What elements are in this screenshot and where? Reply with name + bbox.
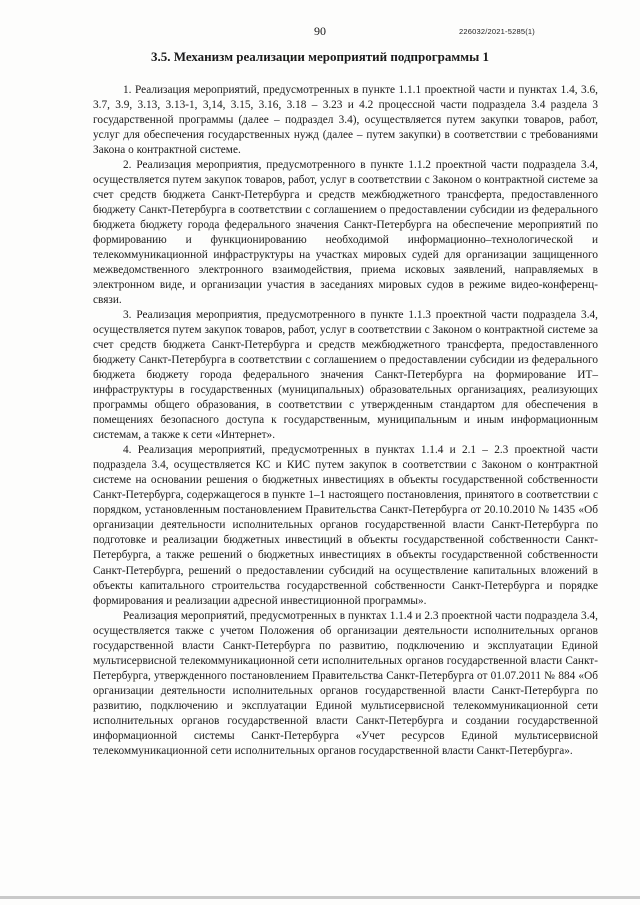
document-code: 226032/2021-5285(1) [459,27,535,36]
paragraph-1: 1. Реализация мероприятий, предусмотренных в пункте 1.1.1 проектной части и пунктах 1.4, 3.6, 3.7, 3.9, 3.13, 3.13-1, 3,14, 3.15, 3.16, 3.18 – 3.23 и 4.2 процессной части подраздела 3.4 раздела 3 государственной программы (далее – подраздел 3.4), осуществляется путем закупки товаров, работ, услуг для обеспечения государственных нужд (далее – путем закупки) в соответствии с требованиями Закона о контрактной системе. [93,84,598,157]
page-number: 90 [314,24,326,38]
paragraph-4: 4. Реализация мероприятий, предусмотренных в пунктах 1.1.4 и 2.1 – 2.3 проектной части подраздела 3.4, осуществляется КС и КИС путем закупок в соответствии с Законом о контрактной системе на основании решения о бюджетных инвестициях в объекты государственной собственности Санкт-Петербурга, содержащегося в пункте 1–1 настоящего постановления, принятого в соответствии с порядком, установленным постановлением Правительства Санкт-Петербурга от 20.10.2010 № 1435 «Об организации деятельности исполнительных органов государственной власти Санкт-Петербурга по подготовке и реализации бюджетных инвестиций в объекты государственной собственности Санкт-Петербурга, а также решений о бюджетных инвестициях в объекты государственной собственности Санкт-Петербурга, решений о предоставлении субсидий на осуществление капитальных вложений в объекты капитального строительства государственной собственности Санкт-Петербурга и порядке формирования и реализации адресной инвестиционной программы». [93,444,598,607]
paragraph-2: 2. Реализация мероприятия, предусмотренного в пункте 1.1.2 проектной части подраздела 3.4, осуществляется путем закупок товаров, работ, услуг в соответствии с Законом о контрактной системе за счет средств бюджета Санкт-Петербурга и средств межбюджетного трансферта, предоставленного бюджету Санкт-Петербурга в соответствии с соглашением о предоставлении субсидии из федерального бюджета бюджету города федерального значения Санкт-Петербурга на обеспечение мероприятий по формированию и функционированию необходимой информационно–технологической и телекоммуникационной инфраструктуры на участках мировых судей для организации защищенного межведомственного электронного взаимодействия, приема исковых заявлений, направляемых в электронном виде, и организации участия в заседаниях мировых судов в режиме видео-конференц-связи. [93,159,598,307]
paragraph-5: Реализация мероприятий, предусмотренных в пунктах 1.1.4 и 2.3 проектной части подраздела 3.4, осуществляется также с учетом Положения об организации деятельности исполнительных органов государственной власти Санкт-Петербурга по развитию, подключению и эксплуатации Единой мультисервисной телекоммуникационной сети исполнительных органов государственной власти Санкт-Петербурга, утвержденного постановлением Правительства Санкт-Петербурга от 01.07.2011 № 884 «Об организации деятельности исполнительных органов государственной власти Санкт-Петербурга по развитию, подключению и эксплуатации Единой мультисервисной телекоммуникационной сети исполнительных органов государственной власти Санкт-Петербурга и создании государственной информационной системы Санкт-Петербурга «Учет ресурсов Единой мультисервисной телекоммуникационной сети исполнительных органов государственной власти Санкт-Петербурга». [93,609,598,757]
scan-edge [0,896,640,899]
section-title: 3.5. Механизм реализации мероприятий подпрограммы 1 [150,49,490,64]
paragraph-3: 3. Реализация мероприятия, предусмотренного в пункте 1.1.3 проектной части подраздела 3.4, осуществляется путем закупок товаров, работ, услуг в соответствии с Законом о контрактной системе за счет средств бюджета Санкт-Петербурга и средств межбюджетного трансферта, предоставленного бюджету Санкт-Петербурга в соответствии с соглашением о предоставлении субсидии из федерального бюджета бюджету города федерального значения Санкт-Петербурга на формирование ИТ–инфраструктуры в государственных (муниципальных) образовательных организациях, реализующих программы общего образования, в соответствии с утвержденным стандартом для обеспечения в помещениях безопасного доступа к государственным, муниципальным и иным информационным системам, а также к сети «Интернет». [93,309,598,442]
body-text [93,83,598,759]
